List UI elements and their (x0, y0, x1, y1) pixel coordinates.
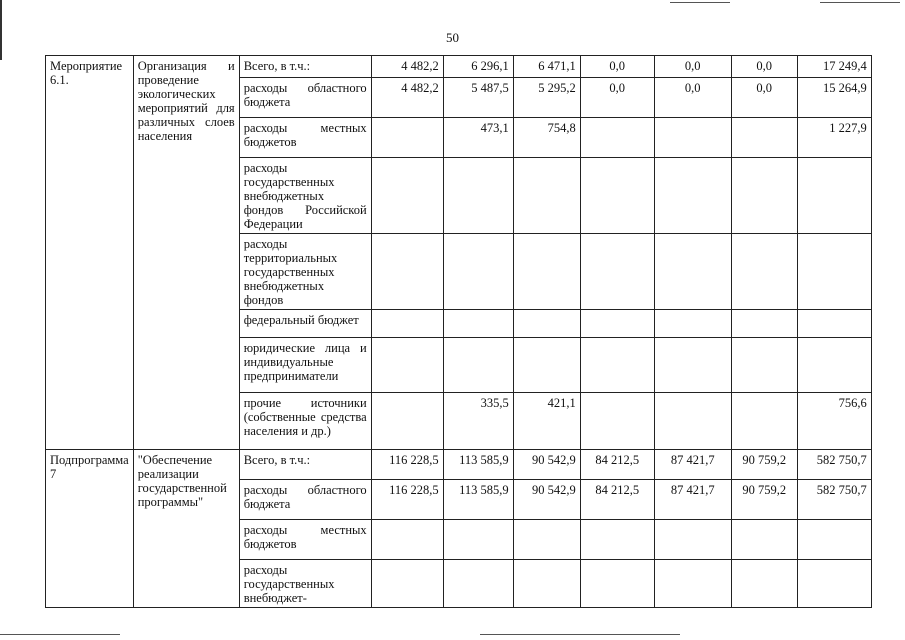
value-cell (731, 158, 797, 234)
value-cell: 421,1 (513, 393, 580, 450)
value-cell: 0,0 (580, 78, 654, 118)
value-cell (513, 520, 580, 560)
funding-source: расходы государственных внебюджетных фондов Российской Федерации (239, 158, 371, 234)
funding-source: расходы областного бюджета (239, 480, 371, 520)
value-cell (371, 118, 443, 158)
value-cell (654, 310, 731, 338)
scan-mark-left (0, 0, 2, 60)
scan-mark-bottom-right (480, 634, 680, 635)
funding-source: прочие источники (собственные средства населения и др.) (239, 393, 371, 450)
section-name: Организация и проведение экологических мероприятий для различных слоев населения (133, 56, 239, 450)
section-code: Подпрограмма 7 (46, 450, 134, 608)
funding-source: расходы местных бюджетов (239, 118, 371, 158)
funding-source: расходы областного бюджета (239, 78, 371, 118)
value-cell (371, 338, 443, 393)
value-cell (654, 118, 731, 158)
value-cell: 113 585,9 (443, 480, 513, 520)
value-cell (731, 234, 797, 310)
value-cell (797, 158, 871, 234)
value-cell (654, 234, 731, 310)
scan-mark-top-right (820, 2, 900, 3)
value-cell (513, 158, 580, 234)
value-cell: 756,6 (797, 393, 871, 450)
table-row (46, 450, 872, 480)
value-cell (654, 338, 731, 393)
section-code: Мероприятие 6.1. (46, 56, 134, 450)
value-cell: 0,0 (731, 56, 797, 78)
value-cell: 84 212,5 (580, 450, 654, 480)
value-cell: 15 264,9 (797, 78, 871, 118)
value-cell: 4 482,2 (371, 78, 443, 118)
value-cell: 6 471,1 (513, 56, 580, 78)
value-cell (371, 520, 443, 560)
value-cell (654, 393, 731, 450)
value-cell (513, 310, 580, 338)
value-cell (731, 560, 797, 608)
value-cell: 0,0 (654, 78, 731, 118)
funding-source: расходы местных бюджетов (239, 520, 371, 560)
value-cell: 87 421,7 (654, 480, 731, 520)
value-cell (580, 393, 654, 450)
value-cell (443, 560, 513, 608)
value-cell: 113 585,9 (443, 450, 513, 480)
value-cell: 5 487,5 (443, 78, 513, 118)
value-cell: 0,0 (654, 56, 731, 78)
value-cell: 473,1 (443, 118, 513, 158)
value-cell: 6 296,1 (443, 56, 513, 78)
value-cell: 90 542,9 (513, 450, 580, 480)
value-cell (443, 338, 513, 393)
section-name: "Обеспечение реализации государственной программы" (133, 450, 239, 608)
value-cell (731, 338, 797, 393)
value-cell: 754,8 (513, 118, 580, 158)
value-cell: 116 228,5 (371, 480, 443, 520)
value-cell (731, 393, 797, 450)
value-cell (580, 118, 654, 158)
scan-mark-bottom (0, 634, 120, 635)
value-cell (371, 310, 443, 338)
value-cell: 87 421,7 (654, 450, 731, 480)
scan-mark-top (670, 2, 730, 3)
value-cell (797, 310, 871, 338)
value-cell (580, 158, 654, 234)
value-cell: 0,0 (580, 56, 654, 78)
value-cell (654, 520, 731, 560)
value-cell (371, 393, 443, 450)
funding-source: юридические лица и индивидуальные предприниматели (239, 338, 371, 393)
value-cell (580, 560, 654, 608)
value-cell (371, 158, 443, 234)
value-cell (513, 338, 580, 393)
value-cell: 582 750,7 (797, 480, 871, 520)
value-cell (443, 234, 513, 310)
value-cell (443, 520, 513, 560)
funding-source: федеральный бюджет (239, 310, 371, 338)
page-number: 50 (446, 30, 459, 45)
value-cell: 17 249,4 (797, 56, 871, 78)
value-cell (580, 338, 654, 393)
funding-source: Всего, в т.ч.: (239, 450, 371, 480)
value-cell (371, 234, 443, 310)
value-cell: 116 228,5 (371, 450, 443, 480)
value-cell: 90 759,2 (731, 450, 797, 480)
value-cell (731, 310, 797, 338)
value-cell (443, 158, 513, 234)
value-cell (654, 560, 731, 608)
value-cell (797, 234, 871, 310)
value-cell (731, 520, 797, 560)
value-cell (443, 310, 513, 338)
funding-source: расходы государственных внебюджет- (239, 560, 371, 608)
value-cell (654, 158, 731, 234)
value-cell: 4 482,2 (371, 56, 443, 78)
value-cell: 90 542,9 (513, 480, 580, 520)
value-cell: 335,5 (443, 393, 513, 450)
value-cell: 0,0 (731, 78, 797, 118)
value-cell: 84 212,5 (580, 480, 654, 520)
value-cell (371, 560, 443, 608)
value-cell: 90 759,2 (731, 480, 797, 520)
value-cell (580, 520, 654, 560)
table-row (46, 56, 872, 78)
value-cell: 5 295,2 (513, 78, 580, 118)
value-cell (797, 520, 871, 560)
value-cell (797, 560, 871, 608)
funding-source: расходы территориальных государственных внебюджетных фондов (239, 234, 371, 310)
budget-table (45, 55, 872, 608)
value-cell (580, 310, 654, 338)
value-cell: 1 227,9 (797, 118, 871, 158)
funding-source: Всего, в т.ч.: (239, 56, 371, 78)
value-cell (513, 560, 580, 608)
value-cell: 582 750,7 (797, 450, 871, 480)
value-cell (731, 118, 797, 158)
value-cell (580, 234, 654, 310)
value-cell (797, 338, 871, 393)
value-cell (513, 234, 580, 310)
